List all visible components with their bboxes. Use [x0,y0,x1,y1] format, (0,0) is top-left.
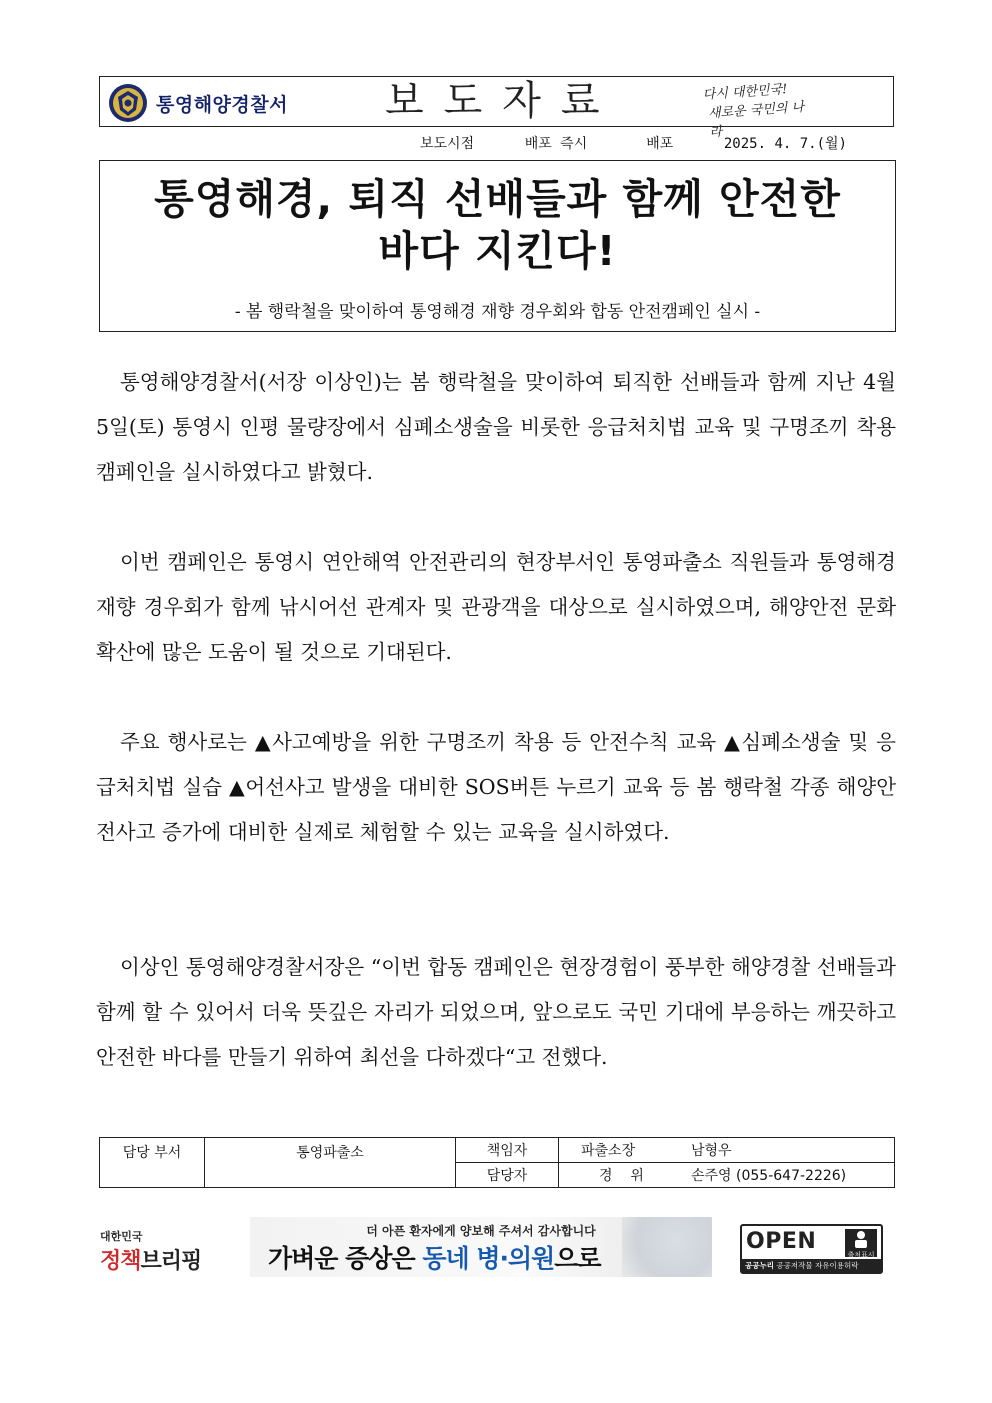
manager-role: 책임자 [456,1138,559,1163]
headline-box [99,160,896,332]
banner-top-text: 더 아픈 환자에게 양보해 주셔서 감사합니다 [366,1224,596,1238]
headline-line-2: 바다 지킨다! [378,227,617,275]
manager-name: 남형우 [691,1143,732,1159]
dept-value: 통영파출소 [205,1138,456,1188]
brief-logo-text [100,1244,201,1275]
release-time-label: 보도시점 [420,136,475,152]
paragraph-4 [96,945,896,1080]
open-license-caption [742,1259,881,1272]
press-header [99,76,894,141]
attribution-badge-text: 출처표시 [847,1251,875,1259]
contact-title: 경 위 [599,1168,644,1184]
contact-info [559,1163,895,1188]
brief-logo-black: 브리핑 [140,1249,202,1274]
footer [0,1212,992,1282]
contact-role: 담당자 [456,1163,559,1188]
brief-logo-small: 대한민국 [100,1230,143,1243]
kogl-open-license-mark[interactable] [740,1224,883,1274]
release-time-value: 배포 즉시 [524,136,588,152]
slogan-line-2: 새로운 국민의 나라 [707,99,805,141]
paragraph-2-text: 이번 캠페인은 통영시 연안해역 안전관리의 현장부서인 통영파출소 직원들과 통영해경 재향 경우회가 함께 낚시어선 관계자 및 관광객을 대상으로 실시하였으며, 해양안전 문화 확산에 많은 도움이 될 것으로 기대된다. [96,550,896,664]
slogan-line-1: 다시 대한민국! [702,81,788,103]
paragraph-1-text: 통영해양경찰서(서장 이상인)는 봄 행락철을 맞이하여 퇴직한 선배들과 함께 지난 4월 5일(토) 통영시 인평 물량장에서 심폐소생술을 비롯한 응급처치법 교육 및 구명조끼 착용 캠페인을 실시하였다고 밝혔다. [96,370,896,484]
banner-main-highlight: 동네 병·의원 [422,1244,555,1273]
press-release-title: 보도자료 [385,78,620,124]
release-date: 2025. 4. 7.(월) [723,136,847,152]
headline [100,173,895,277]
org-name: 통영해양경찰서 [156,93,288,116]
org-block [108,83,288,123]
banner-main-part-3: 으로 [554,1244,601,1273]
paragraph-3-text: 주요 행사로는 ▲사고예방을 위한 구명조끼 착용 등 안전수칙 교육 ▲심폐소생술 및 응급처치법 실습 ▲어선사고 발생을 대비한 SOS버튼 누르기 교육 등 봄 행락철 각종 해양안전사고 증가에 대비한 실제로 체험할 수 있는 교육을 실시하였다. [96,730,896,844]
release-info [420,133,847,153]
kogl-label: 공공누리 [745,1261,774,1270]
attribution-person-icon [845,1229,877,1257]
subheadline: - 봄 행락철을 맞이하여 통영해경 재향 경우회와 합동 안전캠페인 실시 - [234,302,761,322]
banner-main-text [268,1239,601,1275]
dept-label: 담당 부서 [100,1138,205,1188]
kogl-caption: 공공저작물 자유이용허락 [776,1261,859,1270]
paragraph-4-text: 이상인 통영해양경찰서장은 “이번 합동 캠페인은 현장경험이 풍부한 해양경찰 선배들과 함께 할 수 있어서 더욱 뜻깊은 자리가 되었으며, 앞으로도 국민 기대에 부응하는 깨끗하고 안전한 바다를 만들기 위하여 최선을 다하겠다“고 전했다. [96,955,896,1069]
police-emblem-icon [108,83,148,123]
banner-main-part-1: 가벼운 증상은 [268,1244,423,1273]
manager-info [559,1138,895,1163]
policy-briefing-logo[interactable] [100,1228,201,1275]
distribution-label: 배포 [646,136,674,152]
paragraph-1 [96,360,896,495]
paragraph-2 [96,540,896,675]
person-icon [845,1229,877,1248]
headline-line-1: 통영해경, 퇴직 선배들과 함께 안전한 [154,175,841,223]
contact-table [99,1137,895,1188]
contact-name: 손주영 (055-647-2226) [691,1168,847,1184]
contact-row-1 [100,1138,895,1163]
paragraph-3 [96,720,896,855]
brief-logo-red: 정책 [100,1249,141,1274]
public-campaign-banner[interactable] [250,1217,712,1277]
manager-title: 파출소장 [581,1143,636,1159]
open-text: OPEN [746,1229,817,1254]
